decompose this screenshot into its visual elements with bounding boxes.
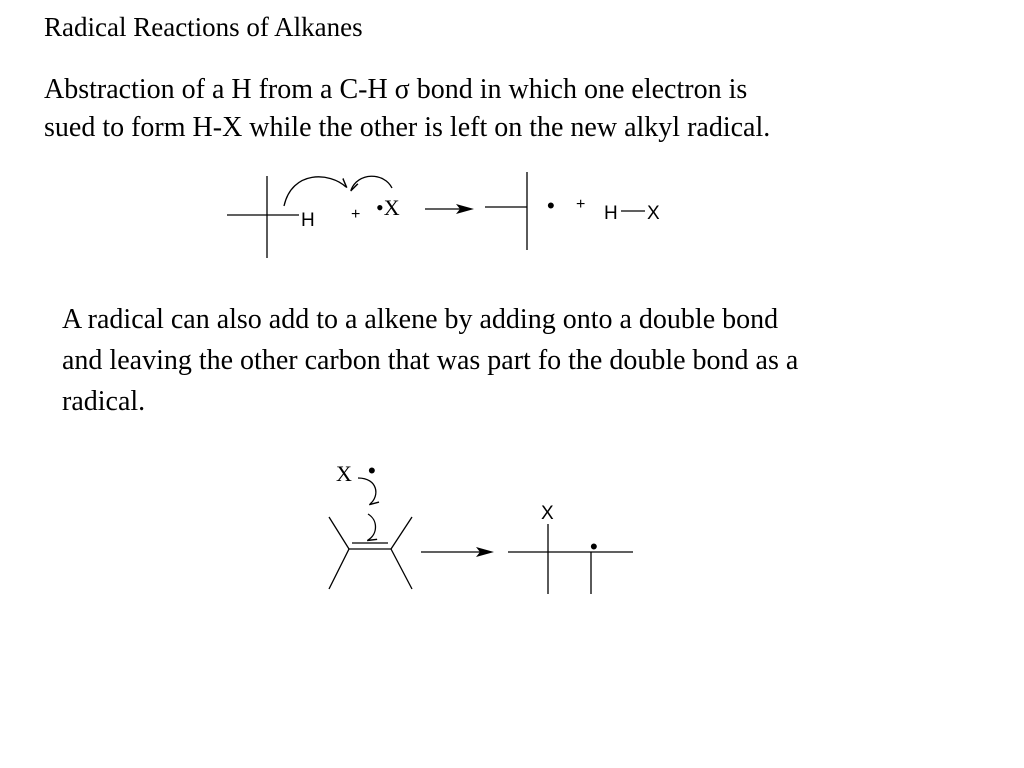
product-radical-dot: • xyxy=(547,193,555,218)
curved-arrow-icon xyxy=(368,514,376,540)
radical-x-label: X xyxy=(336,461,352,486)
product-hydrogen-label: H xyxy=(604,203,618,224)
radical-dot: • xyxy=(368,458,376,483)
paragraph-line: sued to form H-X while the other is left on the new alkyl radical. xyxy=(44,112,771,143)
paragraph-line: Abstraction of a H from a C-H σ bond in which one electron is xyxy=(44,74,748,105)
plus-sign: + xyxy=(576,196,586,213)
reaction-arrow-icon xyxy=(421,547,494,557)
product-radical-dot: • xyxy=(590,534,598,559)
paragraph-line: radical. xyxy=(62,386,146,417)
paragraph-line: and leaving the other carbon that was part fo the double bond as a xyxy=(62,345,799,376)
radical-x-label: •X xyxy=(376,195,400,220)
slide-title: Radical Reactions of Alkanes xyxy=(44,12,363,42)
plus-sign: + xyxy=(351,206,361,223)
paragraph-line: A radical can also add to a alkene by adding onto a double bond xyxy=(62,304,779,335)
reactant-hydrogen-label: H xyxy=(301,210,315,231)
alkene-structure xyxy=(329,517,412,589)
product-x-label: X xyxy=(541,503,554,524)
product-x-label: X xyxy=(647,203,660,224)
product-radical-structure xyxy=(508,524,633,594)
